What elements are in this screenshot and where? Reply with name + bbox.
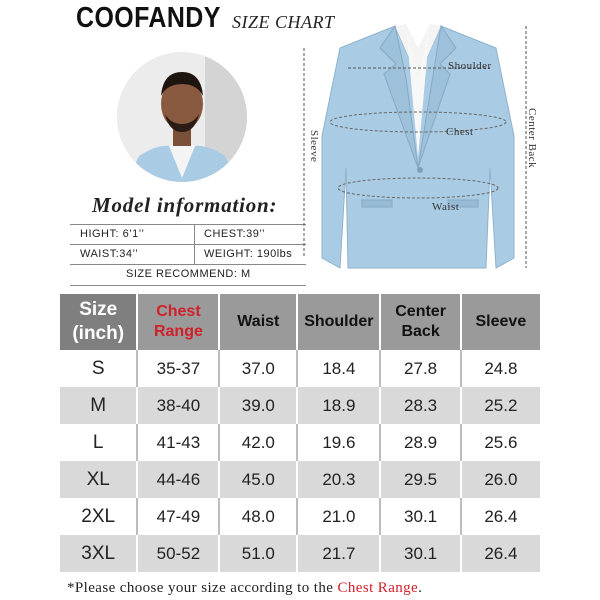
table-row <box>60 387 540 424</box>
shoulder-label: Shoulder <box>448 60 492 72</box>
table-row <box>60 498 540 535</box>
chest-label: Chest <box>446 126 474 138</box>
jacket-illustration <box>300 18 540 288</box>
page-title: SIZE CHART <box>232 12 335 32</box>
waist-cell: 48.0 <box>219 498 297 535</box>
shoulder-cell: 18.9 <box>297 387 380 424</box>
model-height: HIGHT: 6’1’’ <box>80 228 145 240</box>
waist-cell: 45.0 <box>219 461 297 498</box>
size-cell: XL <box>60 461 137 498</box>
jacket-diagram <box>300 18 540 288</box>
shoulder-cell: 20.3 <box>297 461 380 498</box>
model-chest: CHEST:39’’ <box>204 228 266 240</box>
model-waist: WAIST:34’’ <box>80 248 139 260</box>
col-center-back-line2: Back <box>401 323 440 340</box>
note-prefix: *Please choose your size according to the <box>67 580 338 596</box>
center-back-label: Center Back <box>526 108 538 169</box>
waist-cell: 39.0 <box>219 387 297 424</box>
center-back-cell: 29.5 <box>380 461 460 498</box>
col-size <box>60 294 137 350</box>
sleeve-cell: 26.0 <box>461 461 540 498</box>
table-row <box>60 424 540 461</box>
table-row <box>60 350 540 387</box>
col-center-back <box>380 294 460 350</box>
sleeve-cell: 25.2 <box>461 387 540 424</box>
shoulder-cell: 21.0 <box>297 498 380 535</box>
note-suffix: . <box>418 580 423 596</box>
col-center-back-line1: Center <box>395 303 446 320</box>
col-sleeve: Sleeve <box>461 294 540 350</box>
center-back-cell: 30.1 <box>380 498 460 535</box>
shoulder-cell: 19.6 <box>297 424 380 461</box>
model-size-recommend: SIZE RECOMMEND: M <box>126 268 251 280</box>
chest-cell: 47-49 <box>137 498 219 535</box>
chest-cell: 41-43 <box>137 424 219 461</box>
col-shoulder: Shoulder <box>297 294 380 350</box>
info-row <box>70 264 306 286</box>
sleeve-cell: 26.4 <box>461 535 540 572</box>
col-chest-line2: Range <box>153 323 203 340</box>
sleeve-label: Sleeve <box>308 130 320 163</box>
col-chest-line1: Chest <box>156 303 201 320</box>
waist-label: Waist <box>432 201 460 213</box>
center-back-cell: 27.8 <box>380 350 460 387</box>
center-back-cell: 30.1 <box>380 535 460 572</box>
sleeve-cell: 26.4 <box>461 498 540 535</box>
waist-cell: 42.0 <box>219 424 297 461</box>
col-size-line1: Size <box>79 299 118 321</box>
model-info-table <box>70 224 306 286</box>
center-back-cell: 28.3 <box>380 387 460 424</box>
table-row <box>60 535 540 572</box>
waist-cell: 51.0 <box>219 535 297 572</box>
size-cell: M <box>60 387 137 424</box>
col-chest-range <box>137 294 219 350</box>
sleeve-cell: 24.8 <box>461 350 540 387</box>
info-row <box>70 224 306 245</box>
col-waist: Waist <box>219 294 297 350</box>
size-chart-table <box>60 294 540 572</box>
chest-cell: 35-37 <box>137 350 219 387</box>
col-size-line2: (inch) <box>72 323 125 344</box>
size-cell: 2XL <box>60 498 137 535</box>
size-cell: 3XL <box>60 535 137 572</box>
chest-cell: 44-46 <box>137 461 219 498</box>
size-cell: S <box>60 350 137 387</box>
divider <box>194 225 195 245</box>
chest-cell: 50-52 <box>137 535 219 572</box>
note-highlight: Chest Range <box>337 580 419 596</box>
table-header-row <box>60 294 540 350</box>
waist-cell: 37.0 <box>219 350 297 387</box>
brand-logo: COOFANDY <box>76 2 221 34</box>
shoulder-cell: 18.4 <box>297 350 380 387</box>
shoulder-cell: 21.7 <box>297 535 380 572</box>
divider <box>194 245 195 265</box>
sleeve-cell: 25.6 <box>461 424 540 461</box>
chest-cell: 38-40 <box>137 387 219 424</box>
center-back-cell: 28.9 <box>380 424 460 461</box>
info-row <box>70 244 306 265</box>
size-cell: L <box>60 424 137 461</box>
size-advice-note <box>67 580 422 597</box>
model-info-title: Model information: <box>92 193 278 217</box>
model-photo <box>117 52 247 182</box>
model-weight: WEIGHT: 190lbs <box>204 248 293 260</box>
table-row <box>60 461 540 498</box>
model-illustration <box>117 52 247 182</box>
